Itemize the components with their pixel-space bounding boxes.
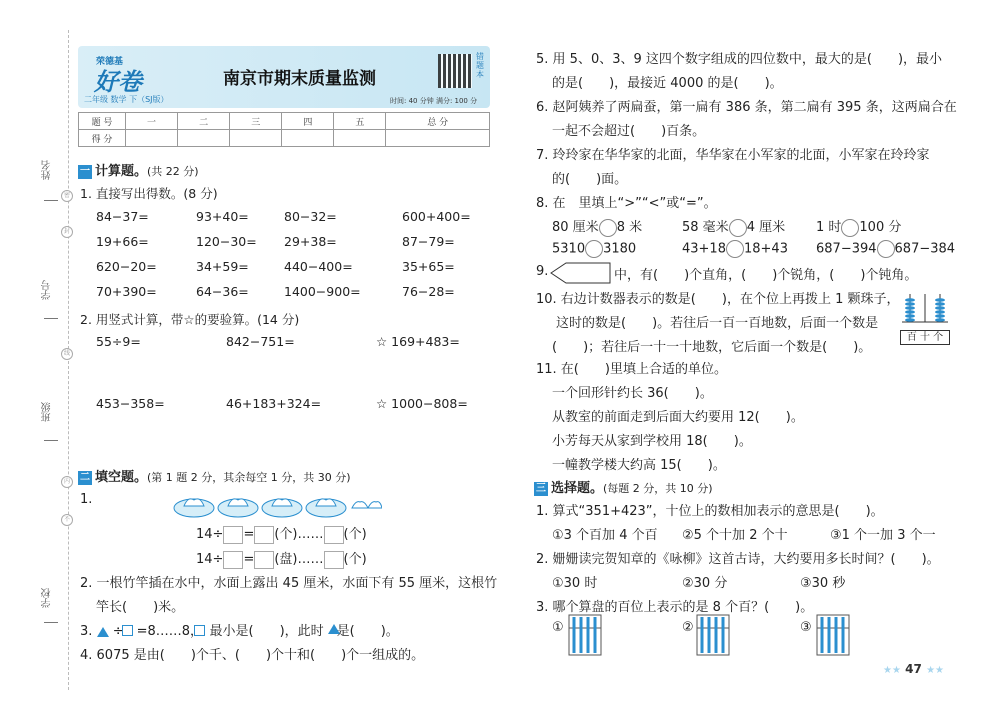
mental-item: 19+66=	[96, 234, 149, 249]
mental-item: 80−32=	[284, 209, 337, 224]
triangle-icon	[97, 627, 109, 637]
text-fragment: 14÷	[196, 552, 224, 567]
section-1-heading	[78, 160, 199, 179]
choice-option[interactable]: ②	[682, 620, 694, 635]
grade-subject: 二年级 数学 下（SJ版）	[84, 95, 169, 104]
question-10-line-1: 10. 右边计数器表示的数是( )，在个位上再拨上 1 颗珠子，	[536, 292, 900, 307]
question-2-2-line-1: 2. 一根竹竿插在水中，水面上露出 45 厘米，水面下有 55 厘米，这根竹	[80, 576, 498, 591]
page-number: 47	[905, 662, 922, 676]
compare-left: 80 厘米	[552, 220, 599, 235]
text-fragment: (盘)	[274, 552, 298, 567]
section-number: 一	[80, 165, 90, 177]
square-icon	[122, 625, 133, 636]
unit-item: 小芳每天从家到学校用 18( )。	[552, 434, 752, 449]
square-icon	[194, 625, 205, 636]
abacus-option-3-icon	[816, 614, 850, 656]
section-note: (每题 2 分，共 10 分)	[603, 482, 713, 495]
score-input-cell[interactable]	[386, 130, 490, 147]
question-5-line-2: 的是( )，最接近 4000 的是( )。	[552, 76, 783, 91]
star-icon: ★★	[883, 665, 901, 676]
compare-right: 687−384	[894, 241, 956, 257]
choice-option[interactable]: ①30 时	[552, 576, 598, 591]
margin-label-id: 学号	[42, 280, 53, 300]
choice-option[interactable]: ③1 个一加 3 个一	[830, 528, 936, 543]
compare-left: 1 时	[816, 220, 842, 235]
section-3-heading	[534, 477, 713, 496]
question-10-line-3: ( )；若往后一十一十地数，它后面一个数是( )。	[552, 340, 872, 355]
mental-item: 93+40=	[196, 209, 249, 224]
vertical-item: 46+183+324=	[226, 396, 322, 411]
compare-right: 8 米	[616, 220, 643, 235]
cut-mark: 密	[61, 190, 73, 202]
choice-option[interactable]: ③	[800, 620, 812, 635]
mental-item: 64−36=	[196, 284, 249, 299]
margin-line	[44, 200, 58, 201]
qr-tag: 错题本	[476, 52, 484, 79]
page-number-block	[883, 662, 944, 676]
table-cell: 四	[282, 113, 334, 130]
answer-box[interactable]	[254, 551, 274, 569]
mental-item: 87−79=	[402, 234, 455, 249]
cut-mark: 不	[61, 514, 73, 526]
compare-row	[682, 240, 788, 258]
margin-line	[44, 622, 58, 623]
qr-code-icon	[438, 54, 472, 88]
margin-label-class: 班级	[42, 402, 53, 422]
score-input-cell[interactable]	[334, 130, 386, 147]
mental-item: 1400−900=	[284, 284, 361, 299]
choice-option[interactable]: ②5 个十加 2 个十	[682, 528, 788, 543]
compare-circle[interactable]	[726, 240, 744, 258]
choice-question-3: 3. 哪个算盘的百位上表示的是 8 个百？( )。	[536, 600, 814, 615]
question-2-1-line-2: 14÷ = (盘)…… (个)	[196, 552, 367, 567]
triangle-icon	[328, 624, 340, 634]
text-fragment: (个)	[274, 527, 298, 542]
question-2-3: 3. ÷ =8……8， 最小是( )，此时 是( )。	[80, 624, 399, 639]
question-7-line-2: 的( )面。	[552, 172, 628, 187]
compare-circle[interactable]	[877, 240, 895, 258]
mental-item: 29+38=	[284, 234, 337, 249]
text-fragment: 14÷	[196, 527, 224, 542]
table-row	[79, 130, 490, 147]
question-2-4: 4. 6075 是由( )个千、( )个十和( )个一组成的。	[80, 648, 425, 663]
choice-question-1: 1. 算式“351+423”，十位上的数相加表示的意思是( )。	[536, 504, 884, 519]
section-note: (共 22 分)	[147, 165, 199, 178]
question-9: 中，有( )个直角，( )个锐角，( )个钝角。	[614, 268, 918, 283]
choice-option[interactable]: ①	[552, 620, 564, 635]
compare-row	[816, 240, 955, 258]
exam-meta: 时间: 40 分钟 满分: 100 分	[390, 97, 478, 105]
choice-option[interactable]: ①3 个百加 4 个百	[552, 528, 658, 543]
question-1-2: 2. 用竖式计算，带☆的要验算。(14 分)	[80, 312, 300, 327]
table-row	[79, 113, 490, 130]
section-title: 计算题。	[95, 164, 148, 179]
unit-item: 一个回形针约长 36( )。	[552, 386, 713, 401]
score-input-cell[interactable]	[178, 130, 230, 147]
question-8: 8. 在 里填上“>”“<”或“=”。	[536, 196, 717, 211]
unit-item: 从教室的前面走到后面大约要用 12( )。	[552, 410, 804, 425]
compare-row	[816, 216, 901, 237]
brand-logo: 好卷	[94, 68, 142, 96]
margin-label-name: 姓名	[42, 160, 53, 180]
table-cell: 题 号	[79, 113, 126, 130]
answer-box[interactable]	[254, 526, 274, 544]
mental-item: 440−400=	[284, 259, 353, 274]
brand-name: 荣德基	[96, 57, 124, 67]
mental-item: 76−28=	[402, 284, 455, 299]
compare-right: 100 分	[859, 220, 902, 235]
vertical-item: 453−358=	[96, 396, 165, 411]
answer-box[interactable]	[223, 526, 243, 544]
cut-mark: 内	[61, 476, 73, 488]
table-cell: 五	[334, 113, 386, 130]
abacus-option-1-icon	[568, 614, 602, 656]
table-cell: 得 分	[79, 130, 126, 147]
margin-line	[44, 440, 58, 441]
abacus-option-2-icon	[696, 614, 730, 656]
star-icon: ★★	[926, 665, 944, 676]
vertical-item: ☆ 169+483=	[376, 334, 460, 349]
section-title: 选择题。	[551, 481, 604, 496]
table-cell: 三	[230, 113, 282, 130]
compare-right: 4 厘米	[746, 220, 786, 235]
text-fragment: (个)	[343, 552, 367, 567]
cut-mark: 线	[61, 348, 73, 360]
choice-option[interactable]: ③30 秒	[800, 576, 846, 591]
question-2-1-line-1: 14÷ = (个)…… (个)	[196, 527, 367, 542]
pentagon-shape-icon	[550, 262, 612, 284]
score-input-cell[interactable]	[126, 130, 178, 147]
question-6-line-2: 一起不会超过( )百条。	[552, 124, 706, 139]
question-11: 11. 在( )里填上合适的单位。	[536, 362, 727, 377]
text-fragment: (个)	[343, 527, 367, 542]
compare-left: 687−394	[816, 241, 877, 257]
mental-item: 600+400=	[402, 209, 471, 224]
question-6-line-1: 6. 赵阿姨养了两扁蚕，第一扁有 386 条，第二扁有 395 条，这两扁合在	[536, 100, 957, 115]
question-9-number: 9.	[536, 264, 549, 279]
score-input-cell[interactable]	[230, 130, 282, 147]
mental-item: 35+65=	[402, 259, 455, 274]
compare-right: 3180	[603, 241, 637, 257]
compare-left: 43+18	[682, 241, 726, 257]
mental-item: 84−37=	[96, 209, 149, 224]
text-fragment: ……	[297, 552, 324, 567]
section-number: 二	[80, 471, 90, 483]
question-2-1-label: 1.	[80, 492, 93, 507]
answer-box[interactable]	[223, 551, 243, 569]
question-2-2-line-2: 竿长( )米。	[96, 600, 185, 615]
mental-item: 34+59=	[196, 259, 249, 274]
vertical-item: ☆ 1000−808=	[376, 396, 468, 411]
compare-circle[interactable]	[585, 240, 603, 258]
abacus-label: 百 十 个	[900, 330, 950, 345]
unit-item: 一幢教学楼大约高 15( )。	[552, 458, 726, 473]
section-number: 三	[536, 482, 546, 494]
vertical-item: 842−751=	[226, 334, 295, 349]
answer-box[interactable]	[324, 551, 344, 569]
compare-left: 5310	[552, 241, 586, 257]
dumplings-illustration	[172, 490, 382, 520]
margin-label-school: 学校	[42, 588, 53, 608]
compare-right: 18+43	[743, 241, 788, 257]
cut-mark: 封	[61, 226, 73, 238]
vertical-item: 55÷9=	[96, 334, 141, 349]
margin-line	[44, 318, 58, 319]
section-note: (第 1 题 2 分，其余每空 1 分，共 30 分)	[147, 471, 351, 484]
mental-item: 120−30=	[196, 234, 257, 249]
score-table	[78, 112, 490, 147]
question-2-3-text: ÷ =8……8， 最小是( )，此时 是( )。	[112, 624, 399, 639]
table-cell: 总 分	[386, 113, 490, 130]
question-5-line-1: 5. 用 5、0、3、9 这四个数字组成的四位数中，最大的是( )，最小	[536, 52, 943, 67]
text-fragment: ……	[297, 527, 324, 542]
section-2-heading	[78, 466, 351, 485]
compare-row	[552, 240, 636, 258]
mental-item: 70+390=	[96, 284, 157, 299]
compare-row	[682, 216, 785, 237]
choice-question-2: 2. 姗姗读完贺知章的《咏柳》这首古诗，大约要用多长时间？( )。	[536, 552, 940, 567]
compare-circle[interactable]	[729, 219, 747, 237]
section-title: 填空题。	[95, 470, 148, 485]
question-10-line-2: 这时的数是( )。若往后一百一百地数，后面一个数是	[556, 316, 879, 331]
binding-cut-line	[68, 30, 69, 690]
table-cell: 一	[126, 113, 178, 130]
table-cell: 二	[178, 113, 230, 130]
compare-left: 58 毫米	[682, 220, 729, 235]
mental-item: 620−20=	[96, 259, 157, 274]
compare-circle[interactable]	[841, 219, 859, 237]
choice-option[interactable]: ②30 分	[682, 576, 728, 591]
compare-row	[552, 216, 642, 237]
page-title: 南京市期末质量监测	[223, 69, 376, 89]
compare-circle[interactable]	[599, 219, 617, 237]
exam-header	[78, 46, 490, 108]
score-input-cell[interactable]	[282, 130, 334, 147]
counter-abacus-icon	[900, 292, 950, 332]
question-1-1: 1. 直接写出得数。(8 分)	[80, 186, 218, 201]
answer-box[interactable]	[324, 526, 344, 544]
question-7-line-1: 7. 玲玲家在华华家的北面，华华家在小军家的北面，小军家在玲玲家	[536, 148, 930, 163]
